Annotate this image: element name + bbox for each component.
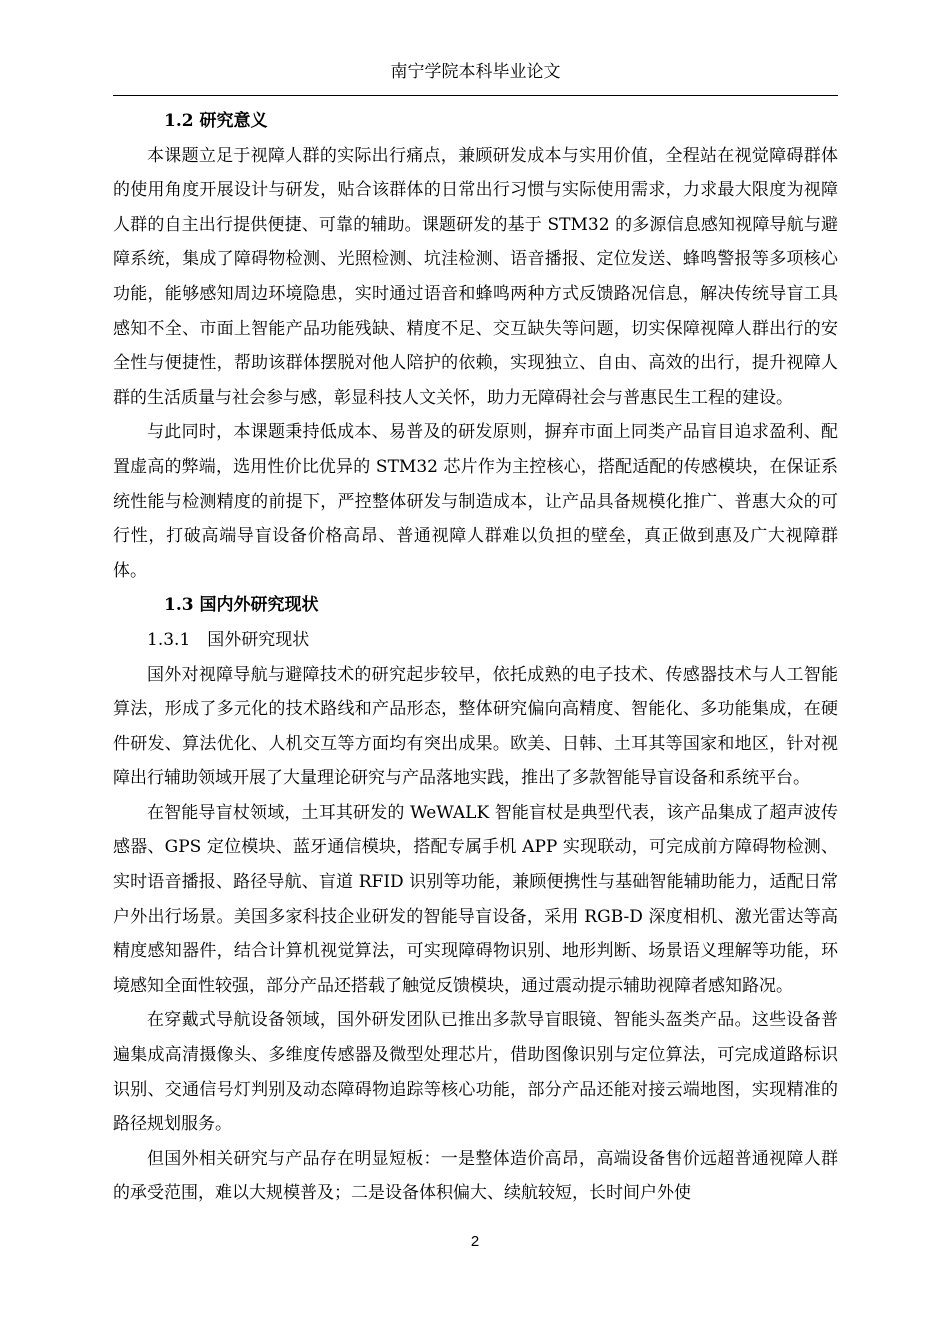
paragraph: 在智能导盲杖领域，土耳其研发的 WeWALK 智能盲杖是典型代表，该产品集成了超声波传感器、GPS 定位模块、蓝牙通信模块，搭配专属手机 APP 实现联动，可完成前方障碍物检测、实时语音播报、路径导航、盲道 RFID 识别等功能，兼顾便携性与基础智能辅助能力，适配日常户外出行场景。美国多家科技企业研发的智能导盲设备，采用 RGB-D 深度相机、激光雷达等高精度感知器件，结合计算机视觉算法，可实现障碍物识别、地形判断、场景语义理解等功能，环境感知全面性较强，部分产品还搭载了触觉反馈模块，通过震动提示辅助视障者感知路况。 (113, 802, 838, 996)
header-rule (113, 95, 838, 96)
paragraph: 与此同时，本课题秉持低成本、易普及的研发原则，摒弃市面上同类产品盲目追求盈利、配置虚高的弊端，选用性价比优异的 STM32 芯片作为主控核心，搭配适配的传感模块，在保证系统性能与检测精度的前提下，严控整体研发与制造成本，让产品具备规模化推广、普惠大众的可行性，打破高端导盲设备价格高昂、普通视障人群难以负担的壁垒，真正做到惠及广大视障群体。 (113, 422, 838, 581)
section-heading: 1.2 研究意义 (164, 111, 268, 131)
paragraph: 但国外相关研究与产品存在明显短板：一是整体造价高昂，高端设备售价远超普通视障人群的承受范围，难以大规模普及；二是设备体积偏大、续航较短，长时间户外使 (113, 1148, 838, 1204)
paragraph: 本课题立足于视障人群的实际出行痛点，兼顾研发成本与实用价值，全程站在视觉障碍群体的使用角度开展设计与研发，贴合该群体的日常出行习惯与实际使用需求，力求最大限度为视障人群的自主出行提供便捷、可靠的辅助。课题研发的基于 STM32 的多源信息感知视障导航与避障系统，集成了障碍物检测、光照检测、坑洼检测、语音播报、定位发送、蜂鸣警报等多项核心功能，能够感知周边环境隐患，实时通过语音和蜂鸣两种方式反馈路况信息，解决传统导盲工具感知不全、市面上智能产品功能残缺、精度不足、交互缺失等问题，切实保障视障人群出行的安全性与便捷性，帮助该群体摆脱对他人陪护的依赖，实现独立、自由、高效的出行，提升视障人群的生活质量与社会参与感，彰显科技人文关怀，助力无障碍社会与普惠民生工程的建设。 (113, 145, 838, 408)
paragraph: 在穿戴式导航设备领域，国外研发团队已推出多款导盲眼镜、智能头盔类产品。这些设备普遍集成高清摄像头、多维度传感器及微型处理芯片，借助图像识别与定位算法，可完成道路标识识别、交通信号灯判别及动态障碍物追踪等核心功能，部分产品还能对接云端地图，实现精准的路径规划服务。 (113, 1010, 838, 1135)
section-heading: 1.3 国内外研究现状 (164, 595, 319, 616)
page-header: 南宁学院本科毕业论文 (390, 62, 561, 82)
paragraph: 国外对视障导航与避障技术的研究起步较早，依托成熟的电子技术、传感器技术与人工智能算法，形成了多元化的技术路线和产品形态，整体研究偏向高精度、智能化、多功能集成，在硬件研发、算法优化、人机交互等方面均有突出成果。欧美、日韩、土耳其等国家和地区，针对视障出行辅助领域开展了大量理论研究与产品落地实践，推出了多款智能导盲设备和系统平台。 (113, 664, 838, 789)
document-body (113, 104, 838, 1211)
page-number: 2 (470, 1233, 480, 1250)
subsection-heading: 1.3.1 国外研究现状 (147, 629, 310, 650)
